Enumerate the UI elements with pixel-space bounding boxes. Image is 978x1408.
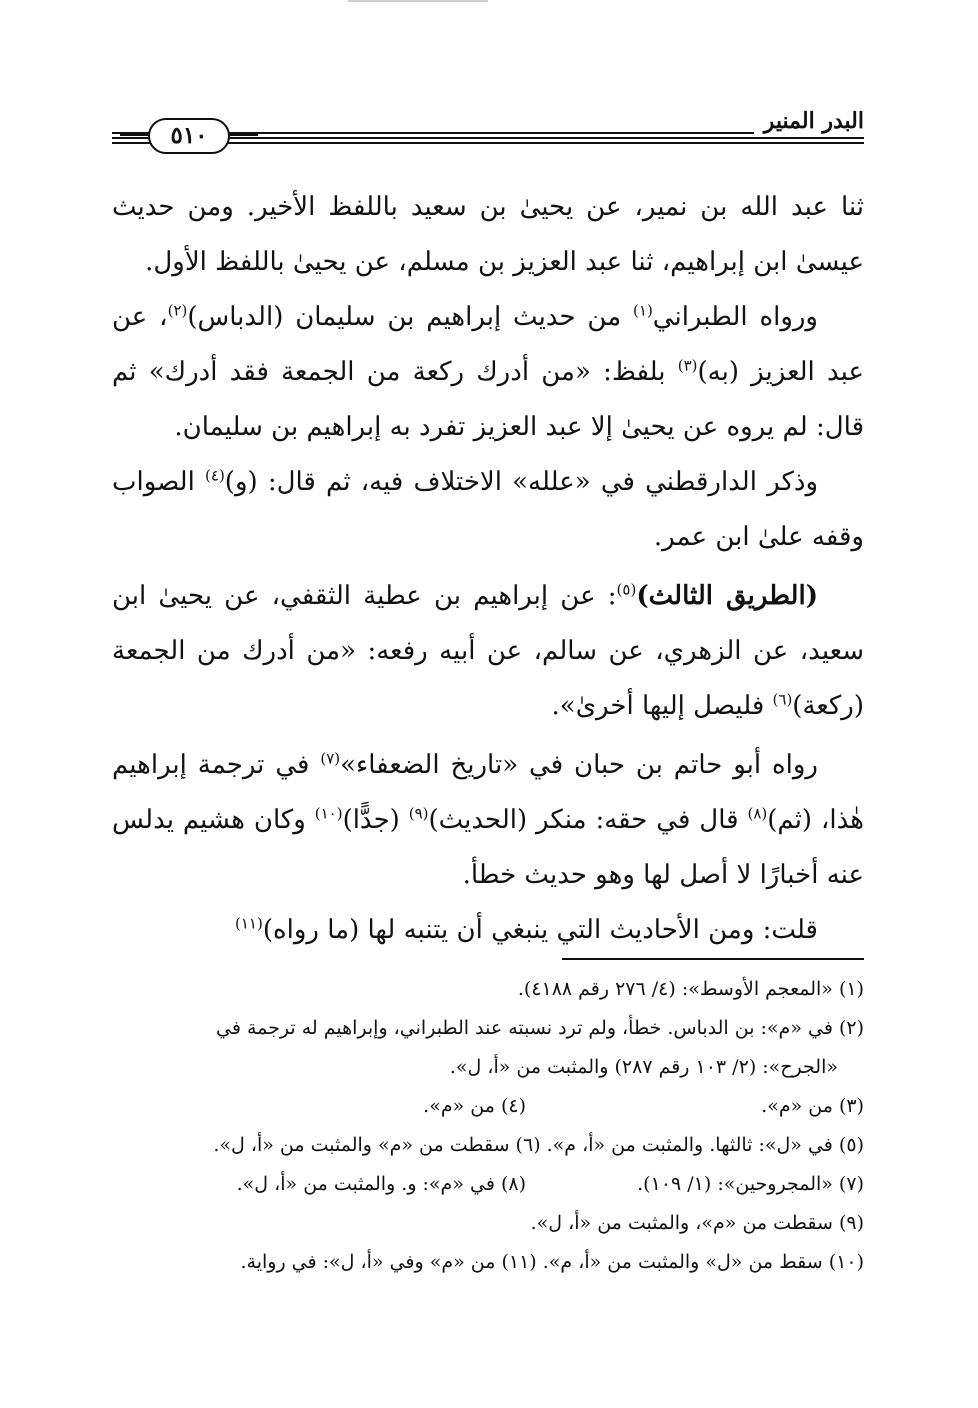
paragraph [112, 903, 864, 958]
footnote: (٥) في «ل»: ثالثها. والمثبت من «أ، م». (٦) سقطت من «م» والمثبت من «أ، ل». [213, 1134, 864, 1156]
paragraph-text: وكان هشيم يدلس عنه أخبارًا لا أصل لها وهو حديث خطأ. [112, 805, 864, 890]
paragraph-text: ورواه الطبراني [652, 302, 818, 332]
footnote: (٣) من «م». [761, 1095, 864, 1117]
paragraph-text: رواه أبو حاتم بن حبان في «تاريخ الضعفاء» [340, 750, 818, 780]
main-text [112, 180, 864, 958]
paragraph-text: قال في حقه: منكر (الحديث) [428, 805, 748, 835]
footnote: (٩) سقطت من «م»، والمثبت من «أ، ل». [530, 1212, 864, 1234]
footnote: (١) «المعجم الأوسط»: (٤/ ٢٧٦ رقم ٤١٨٨). [517, 978, 864, 1000]
footnote-continuation: «الجرح»: (٢/ ١٠٣ رقم ٢٨٧) والمثبت من «أ، ل». [449, 1056, 838, 1078]
footnote-ref[interactable]: (٩) [408, 804, 429, 823]
footnote: (٤) من «م». [423, 1095, 526, 1117]
paragraph-text: ثنا عبد الله بن نمير، عن يحيىٰ بن سعيد باللفظ الأخير. ومن حديث عيسىٰ ابن إبراهيم، ثنا عبد العزيز بن مسلم، عن يحيىٰ باللفظ الأول. [112, 192, 864, 277]
paragraph-text: من حديث إبراهيم بن سليمان (الدباس) [187, 302, 634, 332]
footnote-ref[interactable]: (١٠) [314, 804, 343, 823]
paragraph-text: فليصل إليها أخرىٰ». [551, 691, 773, 721]
footnote: (١٠) سقط من «ل» والمثبت من «أ، م». (١١) من «م» وفي «أ، ل»: في رواية. [240, 1251, 864, 1273]
footnote-separator [562, 958, 864, 960]
footnote-ref[interactable]: (٤) [205, 466, 225, 485]
paragraph [112, 738, 864, 903]
scan-artifact-line [348, 0, 488, 2]
paragraph [112, 455, 864, 565]
footnote: (٢) في «م»: بن الدباس. خطأ، ولم ترد نسبته عند الطبراني، وإبراهيم له ترجمة في [216, 1017, 864, 1039]
paragraph-text: في ترجمة إبراهيم هٰذا، (ثم) [112, 750, 864, 835]
paragraph-text: الصواب وقفه علىٰ ابن عمر. [112, 467, 864, 552]
footnote-ref[interactable]: (٥) [616, 580, 637, 599]
paragraph [112, 290, 864, 455]
section-label: (الطريق الثالث) [636, 581, 818, 611]
footnote-ref[interactable]: (١) [633, 301, 653, 320]
paragraph-text: : عن إبراهيم بن عطية الثقفي، عن يحيىٰ ابن سعيد، عن الزهري، عن سالم، عن أبيه رفعه: «من أدرك من الجمعة (ركعة) [112, 581, 864, 721]
paragraph-text: وذكر الدارقطني في «علله» الاختلاف فيه، ثم قال: (و) [224, 467, 818, 497]
footnote-row [112, 1087, 864, 1126]
paragraph-text: بلفظ: «من أدرك ركعة من الجمعة فقد أدرك» ثم قال: لم يروه عن يحيىٰ إلا عبد العزيز تفرد به إبراهيم بن سليمان. [112, 357, 864, 442]
footnote-ref[interactable]: (٢) [167, 301, 188, 320]
footnote-ref[interactable]: (٦) [772, 690, 793, 709]
footnote: (٧) «المجروحين»: (١/ ١٠٩). [637, 1173, 864, 1195]
footnote-ref[interactable]: (٣) [677, 356, 698, 375]
paragraph-text: (جدًّا) [342, 805, 409, 835]
page-number: ٥١٠ [148, 118, 230, 154]
footnote-ref[interactable]: (٧) [320, 749, 341, 768]
footnote: (٨) في «م»: و. والمثبت من «أ، ل». [236, 1173, 526, 1195]
footnote-row [112, 1165, 864, 1204]
footnote-ref[interactable]: (١١) [235, 914, 263, 933]
footnotes [112, 970, 864, 1282]
paragraph [112, 180, 864, 290]
paragraph-text: قلت: ومن الأحاديث التي ينبغي أن يتنبه لها (ما رواه) [262, 915, 818, 945]
page-header [112, 108, 864, 158]
footnote-ref[interactable]: (٨) [747, 804, 768, 823]
paragraph [112, 569, 864, 734]
running-title: البدر المنير [754, 108, 864, 134]
paragraph-text: ، عن عبد العزيز (به) [112, 302, 864, 387]
